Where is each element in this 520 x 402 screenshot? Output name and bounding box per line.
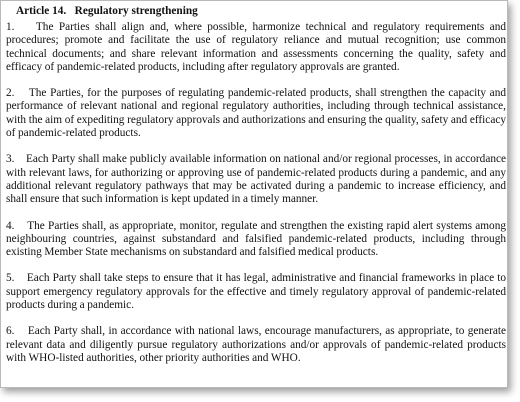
paragraph-2 [6, 87, 506, 140]
paragraph-6-text: Each Party shall, in accordance with national laws, encourage manufacturers, as appropriate, to generate relevant data and diligently pursue regulatory authorizations and/or approvals of pandemic-related products with WHO-listed authorities, other priority authorities and WHO. [6, 325, 507, 364]
document-body [6, 1, 506, 365]
paragraph-1 [6, 21, 506, 74]
paragraph-5-number: 5. [6, 272, 15, 285]
paragraph-6-number: 6. [6, 325, 15, 338]
paragraph-2-number: 2. [6, 87, 15, 100]
paragraph-5-text: Each Party shall take steps to ensure that it has legal, administrative and financial frameworks in place to support emergency regulatory approvals for the effective and timely regulatory approval of pandemic-related products during a pandemic. [6, 272, 506, 312]
paragraph-2-text: The Parties, for the purposes of regulating pandemic-related products, shall strengthen the capacity and performance of relevant national and regional regulatory authorities, including through technical assistance, with the aim of expediting regulatory approvals and authorizations and ensuring the quality, safety and efficacy of pandemic-related products. [6, 87, 506, 140]
paragraph-3-text: Each Party shall make publicly available information on national and/or regional processes, in accordance with relevant laws, for authorizing or approving use of pandemic-related products during a pandemic, and any additional relevant regulatory pathways that may be activated during a pandemic to increase efficiency, and shall ensure that such information is kept updated in a timely manner. [6, 153, 507, 206]
paragraph-3-number: 3. [6, 153, 15, 166]
paragraph-6 [6, 325, 506, 365]
paragraph-3 [6, 153, 506, 206]
paragraph-4-number: 4. [6, 219, 15, 232]
paragraph-1-text: The Parties shall align and, where possible, harmonize technical and regulatory requirements and procedures; promote and facilitate the use of regulatory reliance and mutual recognition; use common technical documents; and share relevant information and assessments concerning the quality, safety and efficacy of pandemic-related products, including after regulatory approvals are granted. [6, 21, 506, 73]
paragraph-5 [6, 272, 506, 312]
article-heading: Article 14. Regulatory strengthening [16, 5, 198, 17]
paragraph-1-number: 1. [6, 21, 15, 33]
paragraph-4 [6, 220, 506, 260]
paragraph-4-text: The Parties shall, as appropriate, monitor, regulate and strengthen the existing rapid alert systems among neighbouring countries, against substandard and falsified pandemic-related products, including through existing Member State mechanisms on substandard and falsified medical products. [6, 219, 507, 259]
